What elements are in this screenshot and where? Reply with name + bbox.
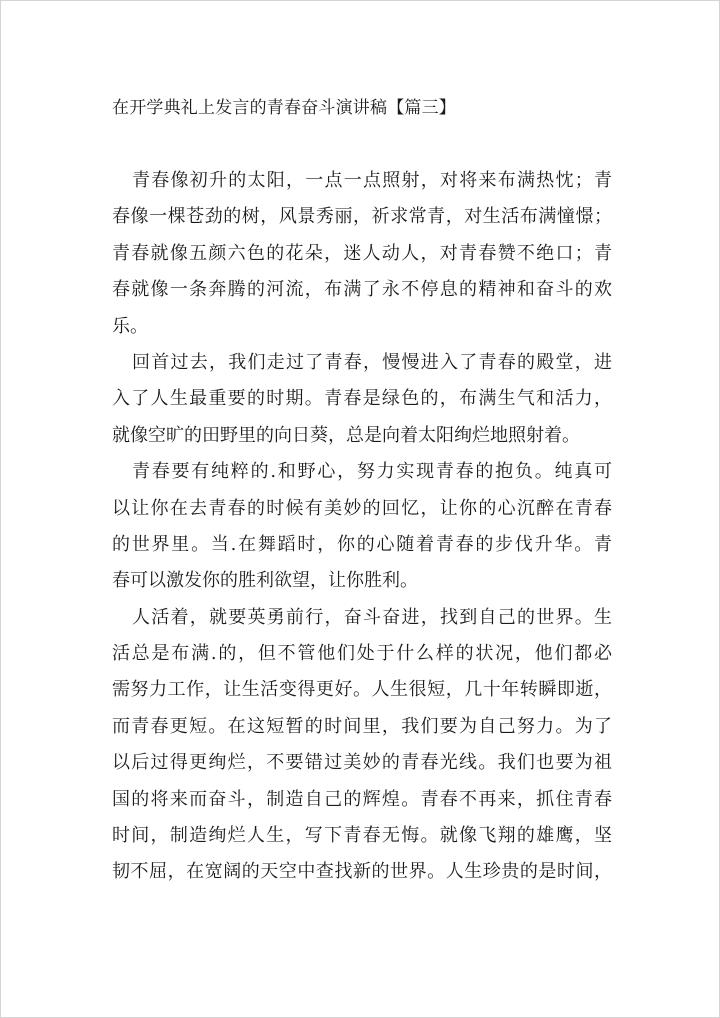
text-line: 青春像初升的太阳，一点一点照射，对将来布满热忱；青: [132, 170, 612, 191]
text-line: 青春就像五颜六色的花朵，迷人动人，对青春赞不绝口；青: [112, 242, 612, 264]
text-line: 春像一棵苍劲的树，风景秀丽，祈求常青，对生活布满憧憬；: [112, 206, 612, 228]
text-line: 需努力工作，让生活变得更好。人生很短，几十年转瞬即逝，: [112, 679, 612, 701]
text-line: 的世界里。当.在舞蹈时，你的心随着青春的步伐升华。青: [112, 533, 612, 555]
text-line: 青春要有纯粹的.和野心，努力实现青春的抱负。纯真可: [132, 461, 612, 483]
paragraph: [112, 600, 612, 891]
paragraph: [112, 163, 612, 345]
paragraph: [112, 454, 612, 600]
text-line: 时间，制造绚烂人生，写下青春无悔。就像飞翔的雄鹰，坚: [112, 825, 612, 847]
text-line: 入了人生最重要的时期。青春是绿色的，布满生气和活力，: [112, 388, 612, 410]
text-line: 以让你在去青春的时候有美妙的回忆，让你的心沉醉在青春: [112, 497, 612, 519]
text-line: 人活着，就要英勇前行，奋斗奋进，找到自己的世界。生: [132, 606, 612, 628]
text-line: 回首过去，我们走过了青春，慢慢进入了青春的殿堂，进: [132, 351, 612, 373]
text-line: 春就像一条奔腾的河流，布满了永不停息的精神和奋斗的欢: [112, 279, 612, 301]
document-title: 在开学典礼上发言的青春奋斗演讲稿【篇三】: [112, 98, 456, 118]
text-line: 就像空旷的田野里的向日葵，总是向着太阳绚烂地照射着。: [112, 424, 580, 446]
text-line: 韧不屈，在宽阔的天空中查找新的世界。人生珍贵的是时间，: [112, 861, 612, 883]
document-body: [112, 163, 612, 891]
text-line: 乐。: [112, 315, 148, 337]
paragraph: [112, 345, 612, 454]
text-line: 而青春更短。在这短暂的时间里，我们要为自己努力。为了: [112, 715, 612, 737]
text-line: 以后过得更绚烂，不要错过美妙的青春光线。我们也要为祖: [112, 752, 612, 774]
text-line: 活总是布满.的，但不管他们处于什么样的状况，他们都必: [112, 643, 612, 665]
text-line: 春可以激发你的胜利欲望，让你胜利。: [112, 570, 418, 592]
text-line: 国的将来而奋斗，制造自己的辉煌。青春不再来，抓住青春: [112, 788, 612, 810]
